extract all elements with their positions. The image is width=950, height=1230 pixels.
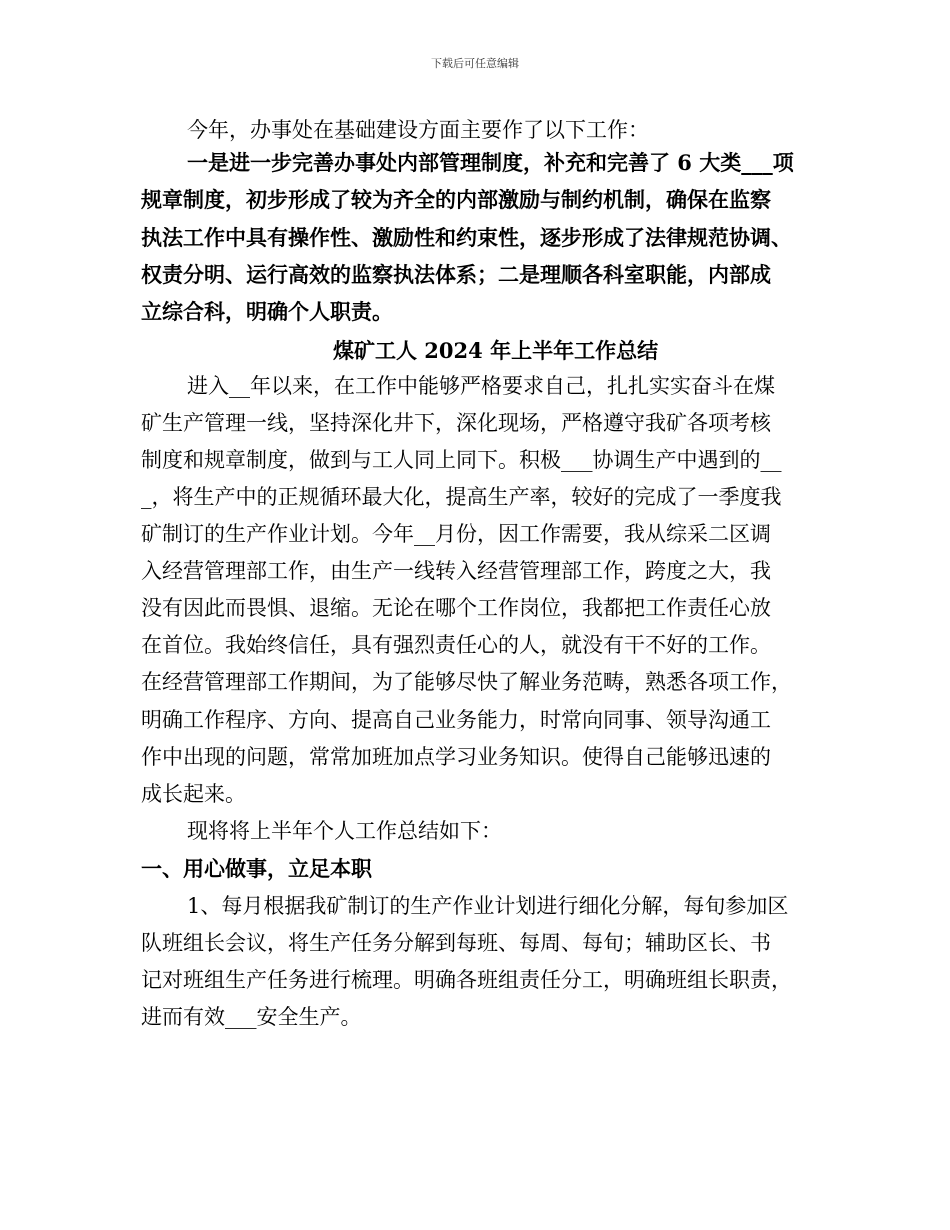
bold-line: 权责分明、运行高效的监察执法体系；二是理顺各科室职能，内部成 [141, 262, 771, 287]
paragraph-line: 作中出现的问题，常常加班加点学习业务知识。使得自己能够迅速的 [141, 745, 771, 769]
bold-line: 立综合科，明确个人职责。 [141, 299, 393, 324]
item-line: 1、每月根据我矿制订的生产作业计划进行细化分解，每旬参加区 [187, 894, 789, 918]
paragraph-line: 矿生产管理一线，坚持深化井下，深化现场，严格遵守我矿各项考核 [141, 411, 771, 435]
page-header: 下载后可任意编辑 [431, 57, 519, 70]
paragraph-line: 入经营管理部工作，由生产一线转入经营管理部工作，跨度之大，我 [141, 559, 771, 583]
bold-line: 规章制度，初步形成了较为齐全的内部激励与制约机制，确保在监察 [141, 187, 771, 212]
section-heading: 一、用心做事，立足本职 [141, 856, 372, 881]
paragraph-line: 明确工作程序、方向、提高自己业务能力，时常向同事、领导沟通工 [141, 708, 771, 732]
paragraph-line: 在首位。我始终信任，具有强烈责任心的人，就没有干不好的工作。 [141, 633, 771, 657]
paragraph-line: 矿制订的生产作业计划。今年__月份，因工作需要，我从综采二区调 [141, 522, 771, 546]
summary-intro-line: 现将将上半年个人工作总结如下： [187, 819, 502, 843]
paragraph-line: _，将生产中的正规循环最大化，提高生产率，较好的完成了一季度我 [141, 485, 782, 509]
paragraph-line: 进入__年以来，在工作中能够严格要求自己，扎扎实实奋斗在煤 [187, 374, 775, 398]
bold-line: 执法工作中具有操作性、激励性和约束性，逐步形成了法律规范协调、 [141, 225, 792, 250]
paragraph-line: 在经营管理部工作期间，为了能够尽快了解业务范畴，熟悉各项工作， [141, 670, 792, 694]
intro-line: 今年，办事处在基础建设方面主要作了以下工作： [187, 118, 649, 142]
paragraph-line: 成长起来。 [141, 782, 246, 806]
item-line: 记对班组生产任务进行梳理。明确各班组责任分工，明确班组长职责， [141, 968, 792, 992]
paragraph-line: 没有因此而畏惧、退缩。无论在哪个工作岗位，我都把工作责任心放 [141, 596, 771, 620]
bold-line: 一是进一步完善办事处内部管理制度，补充和完善了 6 大类___项 [187, 150, 794, 175]
item-line: 进而有效___安全生产。 [141, 1005, 362, 1029]
paragraph-line: 制度和规章制度，做到与工人同上同下。积极___协调生产中遇到的__ [141, 448, 782, 472]
document-title: 煤矿工人 2024 年上半年工作总结 [333, 338, 659, 363]
item-line: 队班组长会议，将生产任务分解到每班、每周、每旬；辅助区长、书 [141, 931, 771, 955]
